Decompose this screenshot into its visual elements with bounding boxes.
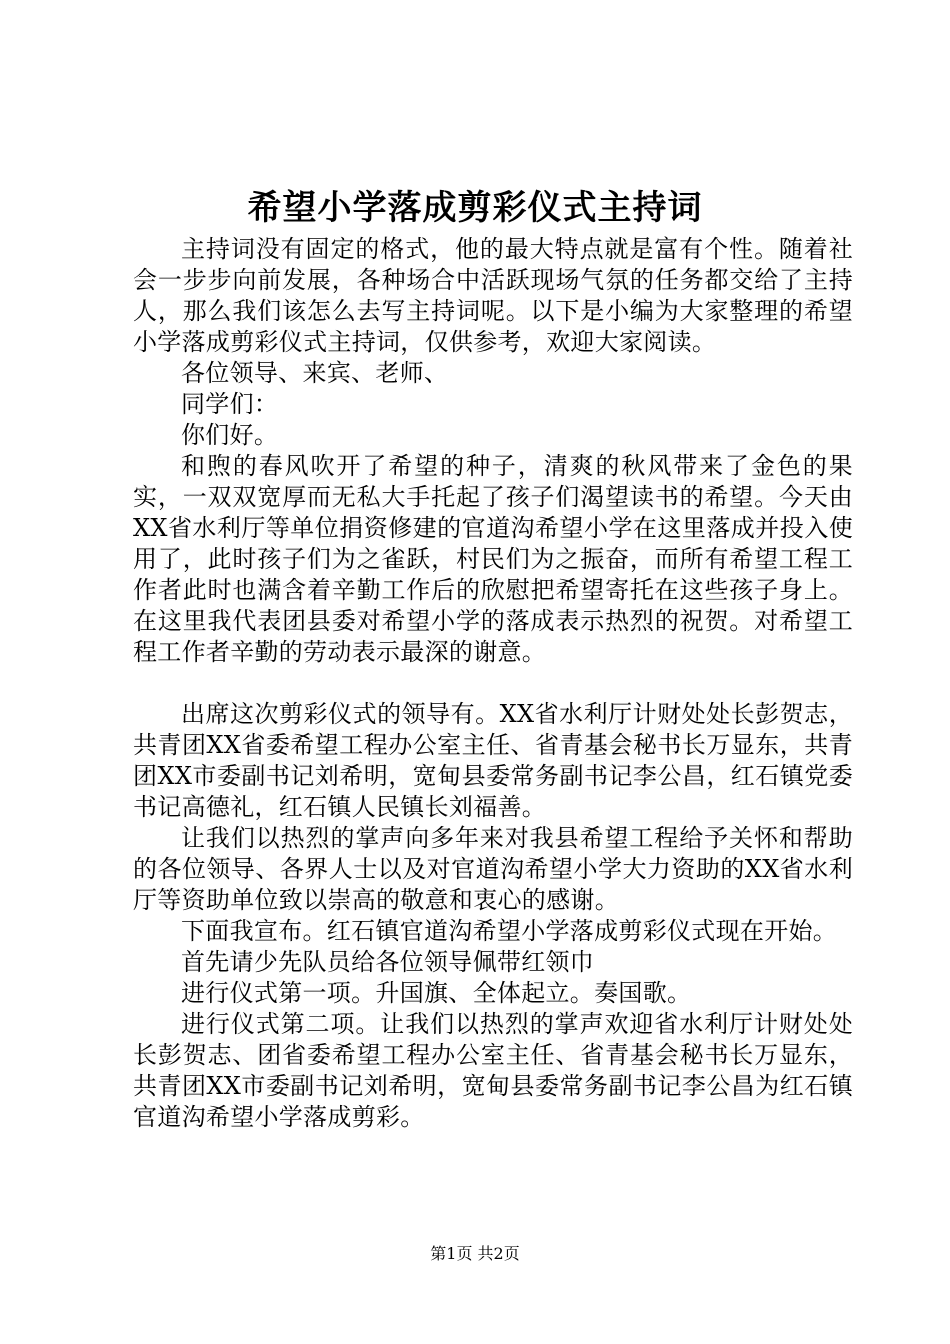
page-footer: 第1页 共2页: [430, 1244, 520, 1263]
document-title: 希望小学落成剪彩仪式主持词: [247, 188, 703, 228]
ceremony-step: 首先请少先队员给各位领导佩带红领巾: [181, 948, 595, 976]
thanks-paragraph: 让我们以热烈的掌声向多年来对我县希望工程给予关怀和帮助的各位领导、各界人士以及对官道沟希望小学大力资助的XX省水利厅等资助单位致以崇高的敬意和衷心的感谢。: [133, 824, 853, 914]
paragraph-gap: [133, 668, 853, 699]
attendees-paragraph: 出席这次剪彩仪式的领导有。XX省水利厅计财处处长彭贺志，共青团XX省委希望工程办公室主任、省青基会秘书长万显东，共青团XX市委副书记刘希明，宽甸县委常务副书记李公昌，红石镇党委书记高德礼，红石镇人民镇长刘福善。: [133, 700, 853, 821]
intro-paragraph: 主持词没有固定的格式，他的最大特点就是富有个性。随着社会一步步向前发展，各种场合中活跃现场气氛的任务都交给了主持人，那么我们该怎么去写主持词呢。以下是小编为大家整理的希望小学落成剪彩仪式主持词，仅供参考，欢迎大家阅读。: [133, 235, 853, 356]
announcement-paragraph: 下面我宣布。红石镇官道沟希望小学落成剪彩仪式现在开始。: [181, 917, 838, 945]
salutation-line: 同学们：: [181, 390, 279, 418]
salutation-line: 各位领导、来宾、老师、: [181, 359, 449, 387]
document-body: [133, 234, 853, 1133]
ceremony-step: 进行仪式第一项。升国旗、全体起立。奏国歌。: [181, 979, 692, 1007]
opening-paragraph: 和煦的春风吹开了希望的种子，清爽的秋风带来了金色的果实，一双双宽厚而无私大手托起了孩子们渴望读书的希望。今天由XX省水利厅等单位捐资修建的官道沟希望小学在这里落成并投入使用了，此时孩子们为之雀跃，村民们为之振奋，而所有希望工程工作者此时也满含着辛勤工作后的欣慰把希望寄托在这些孩子身上。在这里我代表团县委对希望小学的落成表示热烈的祝贺。对希望工程工作者辛勤的劳动表示最深的谢意。: [133, 452, 853, 666]
ceremony-step: 进行仪式第二项。让我们以热烈的掌声欢迎省水利厅计财处处长彭贺志、团省委希望工程办公室主任、省青基会秘书长万显东，共青团XX市委副书记刘希明，宽甸县委常务副书记李公昌为红石镇官道沟希望小学落成剪彩。: [133, 1010, 853, 1131]
greeting-line: 你们好。: [181, 421, 279, 449]
